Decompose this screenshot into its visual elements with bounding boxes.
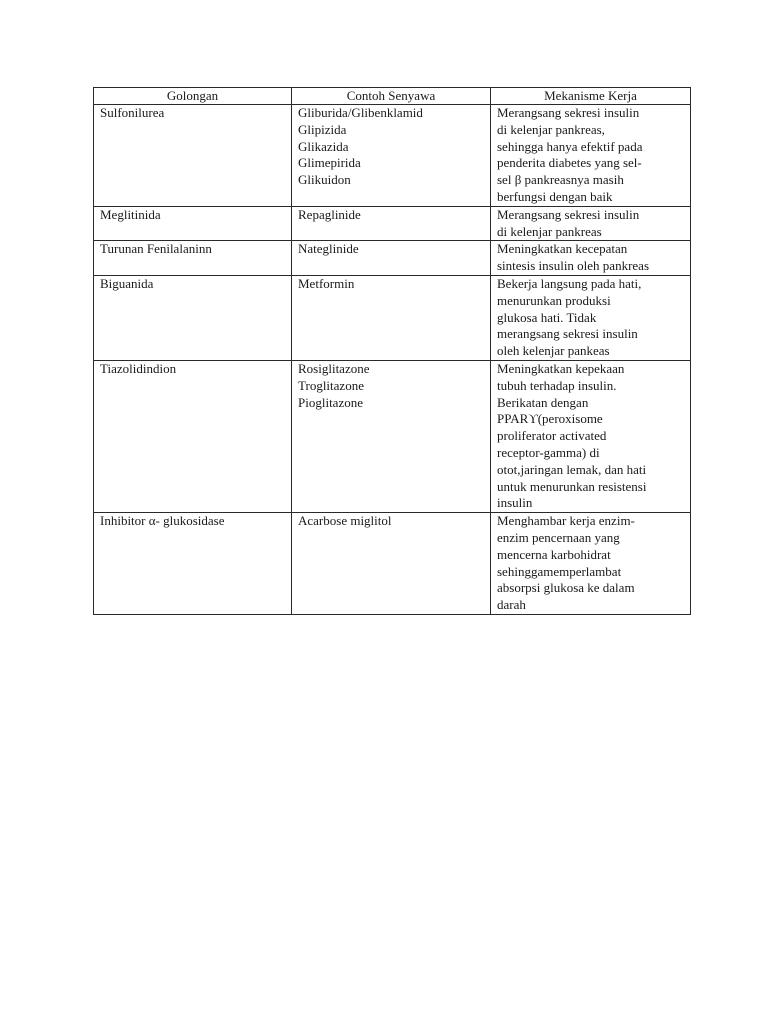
header-contoh-senyawa: Contoh Senyawa xyxy=(292,88,491,105)
table-row xyxy=(94,275,691,360)
cell-contoh-senyawa xyxy=(292,360,491,512)
mechanism-text-line: enzim pencernaan yang xyxy=(497,529,620,545)
compound-name: Glimepirida xyxy=(298,155,361,171)
cell-golongan: Tiazolidindion xyxy=(94,360,292,512)
compound-name: Troglitazone xyxy=(298,377,364,393)
mechanism-text-line: Merangsang sekresi insulin xyxy=(497,206,640,222)
mechanism-text-line: otot,jaringan lemak, dan hati xyxy=(497,461,647,477)
table-row xyxy=(94,360,691,512)
mechanism-text-line: Menghambar kerja enzim- xyxy=(497,513,635,529)
table-body xyxy=(94,105,691,615)
cell-golongan: Turunan Fenilalaninn xyxy=(94,241,292,276)
compound-name: Gliburida/Glibenklamid xyxy=(298,105,423,120)
table-row xyxy=(94,105,691,207)
mechanism-text-line: sehingga hanya efektif pada xyxy=(497,138,643,154)
cell-mekanisme-kerja xyxy=(491,206,691,241)
table-row xyxy=(94,206,691,241)
cell-contoh-senyawa xyxy=(292,206,491,241)
mechanism-text-line: penderita diabetes yang sel- xyxy=(497,155,642,171)
mechanism-text-line: merangsang sekresi insulin xyxy=(497,326,638,342)
mechanism-text-line: tubuh terhadap insulin. xyxy=(497,377,617,393)
table-header-row xyxy=(94,88,691,105)
mechanism-text-line: menurunkan produksi xyxy=(497,292,611,308)
compound-name: Glikazida xyxy=(298,138,349,154)
mechanism-text-line: sel β pankreasnya masih xyxy=(497,172,624,188)
mechanism-text-line: proliferator activated xyxy=(497,428,607,444)
cell-mekanisme-kerja xyxy=(491,360,691,512)
cell-contoh-senyawa xyxy=(292,513,491,615)
mechanism-text-line: berfungsi dengan baik xyxy=(497,188,613,204)
compound-name: Pioglitazone xyxy=(298,394,363,410)
mechanism-text-line: Bekerja langsung pada hati, xyxy=(497,275,642,291)
mechanism-text-line: insulin xyxy=(497,495,533,511)
cell-golongan: Inhibitor α- glukosidase xyxy=(94,513,292,615)
mechanism-text-line: mencerna karbohidrat xyxy=(497,546,611,562)
cell-mekanisme-kerja xyxy=(491,275,691,360)
cell-golongan: Biguanida xyxy=(94,275,292,360)
mechanism-text-line: di kelenjar pankreas, xyxy=(497,121,605,137)
cell-golongan: Sulfonilurea xyxy=(94,105,292,207)
compound-name: Metformin xyxy=(298,275,355,291)
cell-contoh-senyawa xyxy=(292,275,491,360)
mechanism-text-line: Berikatan dengan xyxy=(497,394,589,410)
compound-name: Rosiglitazone xyxy=(298,360,370,376)
compound-name: Repaglinide xyxy=(298,206,361,222)
table-row xyxy=(94,241,691,276)
cell-contoh-senyawa xyxy=(292,105,491,207)
mechanism-text-line: di kelenjar pankreas xyxy=(497,223,602,239)
header-mekanisme-kerja: Mekanisme Kerja xyxy=(491,88,691,105)
header-golongan: Golongan xyxy=(94,88,292,105)
cell-golongan: Meglitinida xyxy=(94,206,292,241)
mechanism-text-line: untuk menurunkan resistensi xyxy=(497,478,647,494)
compound-name: Glikuidon xyxy=(298,172,351,188)
mechanism-text-line: Merangsang sekresi insulin xyxy=(497,105,640,120)
mechanism-text-line: receptor-gamma) di xyxy=(497,444,600,460)
mechanism-text-line: Meningkatkan kepekaan xyxy=(497,360,625,376)
cell-mekanisme-kerja xyxy=(491,105,691,207)
mechanism-text-line: absorpsi glukosa ke dalam xyxy=(497,580,635,596)
mechanism-text-line: Meningkatkan kecepatan xyxy=(497,241,628,257)
mechanism-text-line: darah xyxy=(497,597,526,613)
compound-name: Acarbose miglitol xyxy=(298,513,392,529)
antidiabetic-drug-table xyxy=(93,87,691,615)
cell-mekanisme-kerja xyxy=(491,241,691,276)
mechanism-text-line: glukosa hati. Tidak xyxy=(497,309,597,325)
mechanism-text-line: sintesis insulin oleh pankreas xyxy=(497,258,650,274)
compound-name: Glipizida xyxy=(298,121,347,137)
mechanism-text-line: PPARϒ(peroxisome xyxy=(497,411,603,427)
mechanism-text-line: sehinggamemperlambat xyxy=(497,563,622,579)
mechanism-text-line: oleh kelenjar pankeas xyxy=(497,343,610,359)
table-row xyxy=(94,513,691,615)
cell-contoh-senyawa xyxy=(292,241,491,276)
compound-name: Nateglinide xyxy=(298,241,359,257)
cell-mekanisme-kerja xyxy=(491,513,691,615)
